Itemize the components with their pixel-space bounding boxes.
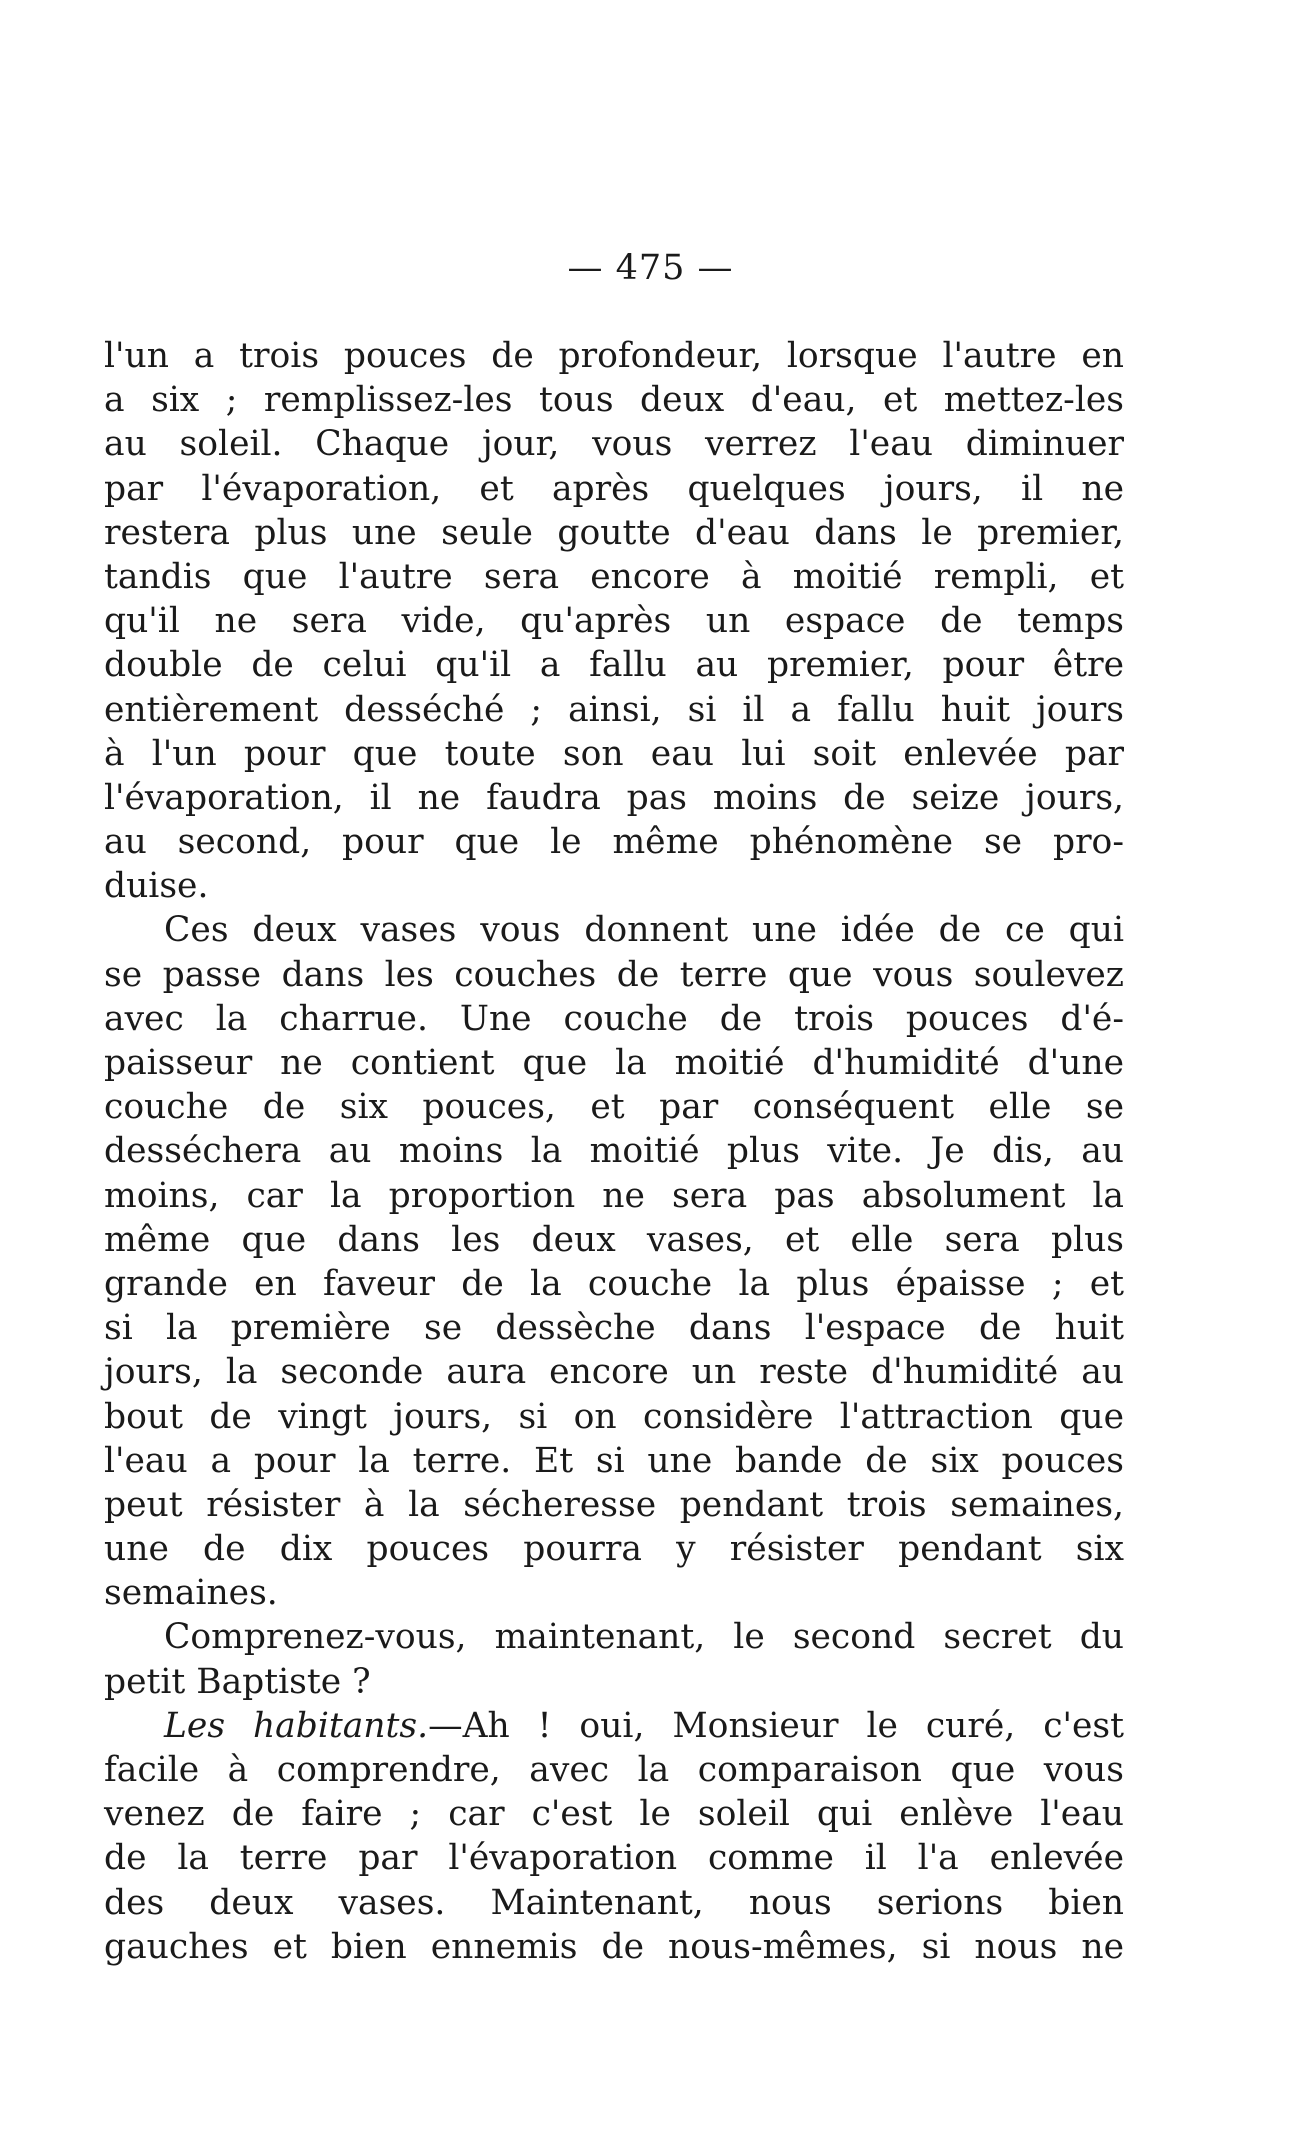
text-line [104, 1704, 1124, 1748]
text-line: par l'évaporation, et après quelques jours, il ne [104, 468, 1124, 509]
text-line: facile à comprendre, avec la comparaison que vous [104, 1750, 1124, 1790]
text-line: duise. [104, 866, 209, 907]
text-line: semaines. [104, 1573, 278, 1614]
text-line: l'évaporation, il ne faudra pas moins de seize jours, [104, 777, 1124, 818]
text-line: qu'il ne sera vide, qu'après un espace de temps [104, 601, 1124, 642]
text-line: au soleil. Chaque jour, vous verrez l'eau diminuer [104, 424, 1124, 465]
text-line: une de dix pouces pourra y résister pendant six [104, 1529, 1124, 1570]
text-line: des deux vases. Maintenant, nous serions bien [104, 1882, 1124, 1923]
text-line: a six ; remplissez-les tous deux d'eau, et mettez-les [104, 380, 1124, 421]
text-line: l'eau a pour la terre. Et si une bande de six pouces [104, 1440, 1124, 1481]
text-line: Ces deux vases vous donnent une idée de ce qui [164, 910, 1124, 951]
text-line: tandis que l'autre sera encore à moitié rempli, et [104, 556, 1124, 597]
text-line: l'un a trois pouces de profondeur, lorsque l'autre en [104, 336, 1124, 376]
text-line: couche de six pouces, et par conséquent elle se [104, 1087, 1124, 1128]
text-line: Comprenez-vous, maintenant, le second secret du [164, 1617, 1124, 1658]
text-line: peut résister à la sécheresse pendant trois semaines, [104, 1484, 1124, 1525]
text-line: restera plus une seule goutte d'eau dans le premier, [104, 512, 1124, 553]
text-line: même que dans les deux vases, et elle sera plus [104, 1219, 1124, 1260]
page-number: — 475 — [567, 248, 734, 288]
text-line: de la terre par l'évaporation comme il l'a enlevée [104, 1838, 1124, 1879]
text-line: entièrement desséché ; ainsi, si il a fallu huit jours [104, 689, 1124, 730]
speaker-label: Les habitants. [164, 1705, 429, 1746]
text-line: à l'un pour que toute son eau lui soit enlevée par [104, 733, 1124, 774]
text-line: gauches et bien ennemis de nous-mêmes, si nous ne [104, 1926, 1124, 1967]
text-line: bout de vingt jours, si on considère l'attraction que [104, 1396, 1124, 1437]
speaker-text: —Ah ! oui, Monsieur le curé, c'est [428, 1705, 1124, 1746]
text-line: avec la charrue. Une couche de trois pouces d'é- [104, 998, 1124, 1039]
text-line: grande en faveur de la couche la plus épaisse ; et [104, 1263, 1124, 1304]
text-line: petit Baptiste ? [104, 1661, 371, 1702]
text-line: double de celui qu'il a fallu au premier, pour être [104, 645, 1124, 686]
body-text [104, 334, 1124, 1969]
text-line: moins, car la proportion ne sera pas absolument la [104, 1175, 1124, 1216]
text-line: se passe dans les couches de terre que vous soulevez [104, 954, 1124, 995]
text-line: desséchera au moins la moitié plus vite. Je dis, au [104, 1131, 1124, 1172]
text-line: paisseur ne contient que la moitié d'humidité d'une [104, 1043, 1124, 1083]
text-line: au second, pour que le même phénomène se pro- [104, 822, 1124, 863]
text-line: jours, la seconde aura encore un reste d'humidité au [104, 1352, 1124, 1393]
text-line: si la première se dessèche dans l'espace de huit [104, 1308, 1124, 1349]
text-line: venez de faire ; car c'est le soleil qui enlève l'eau [104, 1794, 1124, 1835]
